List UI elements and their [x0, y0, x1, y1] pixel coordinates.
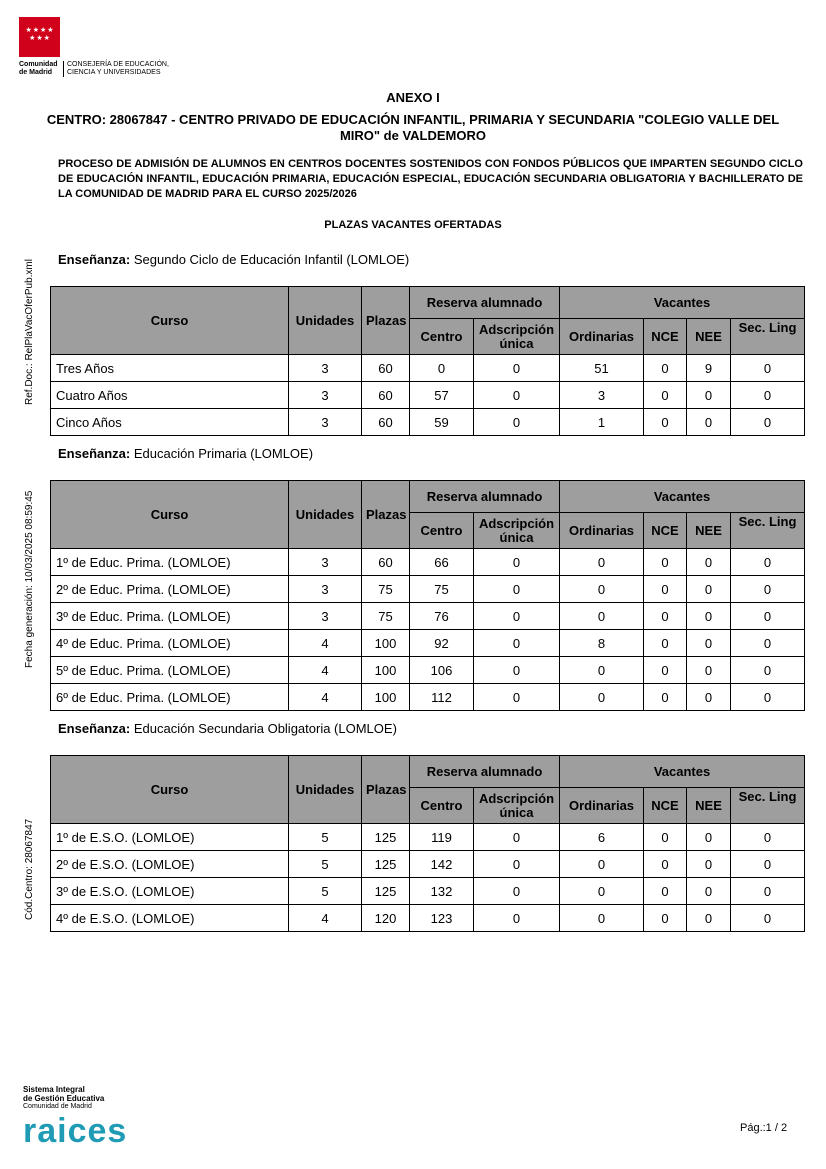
col-adscripcion: Adscripción única: [474, 319, 560, 355]
annex-title: ANEXO I: [386, 90, 440, 105]
value-cell: 0: [644, 576, 687, 603]
value-cell: 125: [362, 851, 410, 878]
value-cell: 0: [687, 549, 731, 576]
value-cell: 3: [289, 409, 362, 436]
plazas-table: [50, 286, 805, 436]
value-cell: 60: [362, 549, 410, 576]
madrid-flag-icon: [19, 17, 60, 57]
value-cell: 0: [644, 824, 687, 851]
value-cell: 4: [289, 684, 362, 711]
sig-line3: Comunidad de Madrid: [23, 1103, 92, 1110]
value-cell: 123: [410, 905, 474, 932]
value-cell: 8: [560, 630, 644, 657]
value-cell: 0: [560, 603, 644, 630]
plazas-title: PLAZAS VACANTES OFERTADAS: [324, 219, 502, 231]
value-cell: 0: [644, 851, 687, 878]
value-cell: 0: [644, 878, 687, 905]
value-cell: 0: [731, 657, 805, 684]
brand-name: Comunidad de Madrid: [19, 61, 58, 76]
value-cell: 0: [474, 851, 560, 878]
value-cell: 120: [362, 905, 410, 932]
col-nce: NCE: [644, 319, 687, 355]
plazas-table: [50, 480, 805, 711]
sig-line2: de Gestión Educativa: [23, 1094, 105, 1103]
table-row: [51, 549, 805, 576]
value-cell: 0: [644, 549, 687, 576]
value-cell: 5: [289, 851, 362, 878]
plazas-table: [50, 755, 805, 932]
value-cell: 0: [687, 630, 731, 657]
value-cell: 0: [474, 657, 560, 684]
value-cell: 0: [731, 576, 805, 603]
fecha-generacion-label: Fecha generación: 10/03/2025 08:59:45: [24, 490, 35, 668]
value-cell: 0: [687, 603, 731, 630]
value-cell: 9: [687, 355, 731, 382]
value-cell: 0: [731, 905, 805, 932]
curso-cell: Tres Años: [51, 355, 289, 382]
col-centro: Centro: [410, 788, 474, 824]
value-cell: 0: [731, 684, 805, 711]
value-cell: 0: [687, 851, 731, 878]
col-nce: NCE: [644, 788, 687, 824]
value-cell: 0: [687, 382, 731, 409]
value-cell: 0: [474, 382, 560, 409]
col-curso: Curso: [51, 287, 289, 355]
col-plazas: Plazas: [362, 481, 410, 549]
col-unidades: Unidades: [289, 756, 362, 824]
col-plazas: Plazas: [362, 287, 410, 355]
col-ordinarias: Ordinarias: [560, 788, 644, 824]
ensenanza-label: [58, 252, 409, 267]
curso-cell: 6º de Educ. Prima. (LOMLOE): [51, 684, 289, 711]
value-cell: 125: [362, 878, 410, 905]
value-cell: 60: [362, 409, 410, 436]
value-cell: 0: [687, 576, 731, 603]
value-cell: 0: [560, 657, 644, 684]
col-unidades: Unidades: [289, 287, 362, 355]
table-row: [51, 382, 805, 409]
value-cell: 106: [410, 657, 474, 684]
col-curso: Curso: [51, 756, 289, 824]
value-cell: 0: [687, 878, 731, 905]
value-cell: 100: [362, 630, 410, 657]
value-cell: 0: [474, 549, 560, 576]
col-nee: NEE: [687, 513, 731, 549]
value-cell: 0: [731, 824, 805, 851]
raices-wordmark: raices: [23, 1112, 128, 1150]
table-row: [51, 603, 805, 630]
value-cell: 0: [644, 355, 687, 382]
value-cell: 60: [362, 355, 410, 382]
value-cell: 0: [731, 382, 805, 409]
table-row: [51, 824, 805, 851]
value-cell: 0: [474, 409, 560, 436]
col-nee: NEE: [687, 319, 731, 355]
raices-logo: [23, 1085, 127, 1149]
curso-cell: 2º de Educ. Prima. (LOMLOE): [51, 576, 289, 603]
table-row: [51, 657, 805, 684]
value-cell: 0: [644, 409, 687, 436]
value-cell: 4: [289, 657, 362, 684]
col-vacantes: Vacantes: [560, 756, 805, 788]
col-ordinarias: Ordinarias: [560, 513, 644, 549]
col-reserva-alumnado: Reserva alumnado: [410, 481, 560, 513]
curso-cell: 4º de Educ. Prima. (LOMLOE): [51, 630, 289, 657]
value-cell: 100: [362, 657, 410, 684]
value-cell: 0: [474, 905, 560, 932]
ensenanza-value: Segundo Ciclo de Educación Infantil (LOMLOE): [133, 252, 410, 267]
value-cell: 92: [410, 630, 474, 657]
value-cell: 0: [560, 851, 644, 878]
value-cell: 75: [362, 576, 410, 603]
value-cell: 0: [644, 630, 687, 657]
value-cell: 0: [731, 851, 805, 878]
curso-cell: Cuatro Años: [51, 382, 289, 409]
value-cell: 4: [289, 905, 362, 932]
value-cell: 0: [731, 878, 805, 905]
value-cell: 0: [410, 355, 474, 382]
comunidad-madrid-logo: [19, 17, 169, 76]
curso-cell: 1º de Educ. Prima. (LOMLOE): [51, 549, 289, 576]
value-cell: 0: [644, 603, 687, 630]
value-cell: 0: [474, 630, 560, 657]
col-sec-ling: Sec. Ling: [731, 513, 805, 549]
page-number: Pág.:1 / 2: [740, 1122, 788, 1134]
proceso-description: PROCESO DE ADMISIÓN DE ALUMNOS EN CENTROS DOCENTES SOSTENIDOS CON FONDOS PÚBLICOS QUE IMPARTEN SEGUNDO CICLO DE EDUCACIÓN INFANTIL, EDUCACIÓN PRIMARIA, EDUCACIÓN ESPECIAL, EDUCACIÓN SECUNDARIA OBLIGATORIA Y BACHILLERATO DE LA COMUNIDAD DE MADRID PARA EL CURSO 2025/2026: [58, 158, 803, 200]
value-cell: 0: [644, 657, 687, 684]
value-cell: 0: [731, 409, 805, 436]
col-adscripcion: Adscripción única: [474, 788, 560, 824]
curso-cell: 5º de Educ. Prima. (LOMLOE): [51, 657, 289, 684]
value-cell: 5: [289, 878, 362, 905]
table-row: [51, 630, 805, 657]
table-row: [51, 355, 805, 382]
table-row: [51, 878, 805, 905]
value-cell: 0: [474, 355, 560, 382]
col-nce: NCE: [644, 513, 687, 549]
value-cell: 3: [289, 549, 362, 576]
stars-icon: ★★★★ ★★★: [25, 27, 55, 42]
value-cell: 75: [410, 576, 474, 603]
logo-divider: [63, 61, 64, 77]
col-centro: Centro: [410, 513, 474, 549]
value-cell: 0: [474, 603, 560, 630]
value-cell: 0: [474, 684, 560, 711]
value-cell: 100: [362, 684, 410, 711]
value-cell: 125: [362, 824, 410, 851]
value-cell: 0: [687, 684, 731, 711]
value-cell: 5: [289, 824, 362, 851]
col-vacantes: Vacantes: [560, 287, 805, 319]
value-cell: 0: [731, 630, 805, 657]
col-vacantes: Vacantes: [560, 481, 805, 513]
value-cell: 75: [362, 603, 410, 630]
col-nee: NEE: [687, 788, 731, 824]
col-reserva-alumnado: Reserva alumnado: [410, 756, 560, 788]
value-cell: 3: [289, 603, 362, 630]
ensenanza-value: Educación Secundaria Obligatoria (LOMLOE): [133, 721, 397, 736]
value-cell: 57: [410, 382, 474, 409]
centro-title: CENTRO: 28067847 - CENTRO PRIVADO DE EDUCACIÓN INFANTIL, PRIMARIA Y SECUNDARIA "COLEGIO VALLE DEL MIRO" de VALDEMORO: [46, 112, 780, 143]
ensenanza-value: Educación Primaria (LOMLOE): [133, 446, 314, 461]
value-cell: 0: [731, 603, 805, 630]
ref-doc-label: Ref.Doc.: RelPlaVacOferPub.xml: [24, 259, 35, 405]
cod-centro-label: Cód.Centro: 28067847: [24, 818, 35, 920]
table-row: [51, 409, 805, 436]
value-cell: 112: [410, 684, 474, 711]
value-cell: 0: [560, 549, 644, 576]
curso-cell: 2º de E.S.O. (LOMLOE): [51, 851, 289, 878]
curso-cell: 1º de E.S.O. (LOMLOE): [51, 824, 289, 851]
col-ordinarias: Ordinarias: [560, 319, 644, 355]
value-cell: 6: [560, 824, 644, 851]
value-cell: 1: [560, 409, 644, 436]
ensenanza-key: Enseñanza:: [58, 252, 131, 267]
value-cell: 3: [560, 382, 644, 409]
value-cell: 0: [644, 905, 687, 932]
value-cell: 0: [560, 905, 644, 932]
table-row: [51, 905, 805, 932]
sig-line1: Sistema Integral: [23, 1085, 85, 1094]
value-cell: 0: [644, 684, 687, 711]
col-reserva-alumnado: Reserva alumnado: [410, 287, 560, 319]
ensenanza-label: [58, 446, 313, 461]
value-cell: 119: [410, 824, 474, 851]
curso-cell: Cinco Años: [51, 409, 289, 436]
curso-cell: 3º de E.S.O. (LOMLOE): [51, 878, 289, 905]
value-cell: 60: [362, 382, 410, 409]
value-cell: 0: [731, 549, 805, 576]
value-cell: 3: [289, 382, 362, 409]
value-cell: 142: [410, 851, 474, 878]
col-centro: Centro: [410, 319, 474, 355]
department-name: CONSEJERÍA DE EDUCACIÓN, CIENCIA Y UNIVERSIDADES: [67, 61, 169, 76]
value-cell: 0: [687, 657, 731, 684]
col-curso: Curso: [51, 481, 289, 549]
value-cell: 51: [560, 355, 644, 382]
value-cell: 0: [474, 824, 560, 851]
ensenanza-label: [58, 721, 397, 736]
value-cell: 66: [410, 549, 474, 576]
value-cell: 0: [731, 355, 805, 382]
value-cell: 4: [289, 630, 362, 657]
value-cell: 3: [289, 576, 362, 603]
table-row: [51, 684, 805, 711]
value-cell: 0: [474, 576, 560, 603]
table-row: [51, 851, 805, 878]
value-cell: 76: [410, 603, 474, 630]
value-cell: 59: [410, 409, 474, 436]
value-cell: 0: [687, 905, 731, 932]
value-cell: 0: [560, 878, 644, 905]
value-cell: 132: [410, 878, 474, 905]
value-cell: 0: [687, 824, 731, 851]
table-row: [51, 576, 805, 603]
value-cell: 0: [560, 576, 644, 603]
col-unidades: Unidades: [289, 481, 362, 549]
col-sec-ling: Sec. Ling: [731, 319, 805, 355]
value-cell: 0: [560, 684, 644, 711]
value-cell: 0: [687, 409, 731, 436]
curso-cell: 4º de E.S.O. (LOMLOE): [51, 905, 289, 932]
value-cell: 0: [644, 382, 687, 409]
col-sec-ling: Sec. Ling: [731, 788, 805, 824]
value-cell: 3: [289, 355, 362, 382]
ensenanza-key: Enseñanza:: [58, 446, 131, 461]
col-plazas: Plazas: [362, 756, 410, 824]
value-cell: 0: [474, 878, 560, 905]
curso-cell: 3º de Educ. Prima. (LOMLOE): [51, 603, 289, 630]
col-adscripcion: Adscripción única: [474, 513, 560, 549]
ensenanza-key: Enseñanza:: [58, 721, 131, 736]
